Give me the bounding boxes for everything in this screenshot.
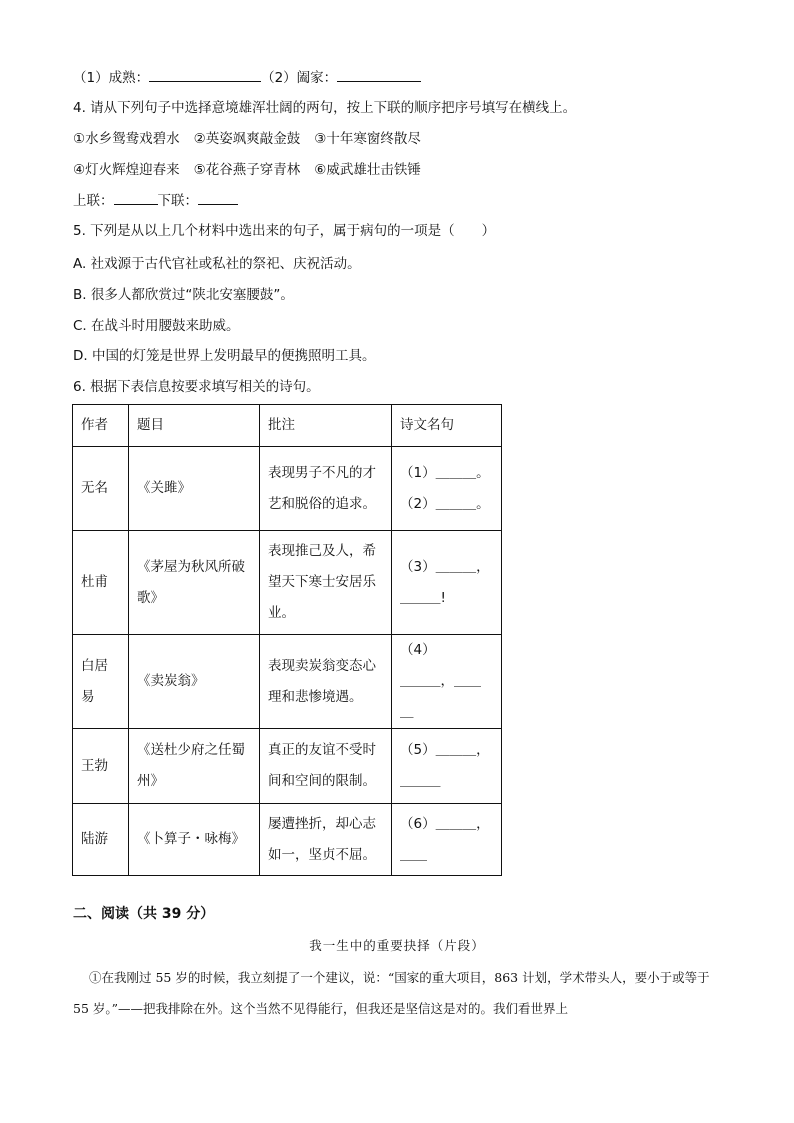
- cell-title: 《卖炭翁》: [129, 635, 260, 729]
- fill-line[interactable]: ＿＿＿: [400, 773, 441, 789]
- cell-fill[interactable]: [392, 531, 502, 635]
- q4-upper-label: 上联：: [73, 193, 114, 209]
- q3-item1-blank[interactable]: [149, 67, 261, 82]
- fill-line[interactable]: ＿＿: [400, 846, 427, 863]
- header-quote: 诗文名句: [392, 405, 502, 447]
- fill-line[interactable]: ＿＿＿!: [400, 589, 446, 606]
- cell-fill[interactable]: [392, 729, 502, 804]
- cell-title: 《送杜少府之任蜀州》: [129, 729, 260, 804]
- cell-author: 无名: [73, 447, 129, 531]
- q4-option-3: ③十年寒窗终散尽: [314, 131, 421, 147]
- poem-table: [72, 404, 502, 876]
- fill-line[interactable]: ＿＿＿，＿＿＿: [400, 673, 481, 720]
- q3-item2-blank[interactable]: [337, 67, 421, 82]
- q3-answer-line: [73, 67, 421, 88]
- cell-title: 《茅屋为秋风所破歌》: [129, 531, 260, 635]
- table-row: [73, 531, 502, 635]
- q5-option-a: A. 社戏源于古代官社或私社的祭祀、庆祝活动。: [73, 256, 361, 272]
- table-row: [73, 447, 502, 531]
- header-note: 批注: [260, 405, 392, 447]
- fill-line[interactable]: （4）: [400, 642, 436, 658]
- fill-line[interactable]: （1）＿＿＿。: [400, 464, 490, 481]
- cell-title: 《卜算子・咏梅》: [129, 804, 260, 876]
- cell-author: 杜甫: [73, 531, 129, 635]
- fill-line[interactable]: （2）＿＿＿。: [400, 495, 490, 512]
- fill-line[interactable]: （6）＿＿＿，: [400, 815, 490, 832]
- cell-note: 屡遭挫折，却心志如一，坚贞不屈。: [260, 804, 392, 876]
- q5-option-b: B. 很多人都欣赏过“陕北安塞腰鼓”。: [73, 287, 294, 303]
- q5-option-c: C. 在战斗时用腰鼓来助威。: [73, 318, 240, 334]
- cell-author: 白居易: [73, 635, 129, 729]
- cell-fill[interactable]: [392, 635, 502, 729]
- table-row: [73, 729, 502, 804]
- table-header-row: [73, 405, 502, 447]
- q4-options-row1: [73, 129, 421, 149]
- q4-upper-blank[interactable]: [114, 190, 158, 205]
- q5-stem: 5. 下列是从以上几个材料中选出来的句子，属于病句的一项是（ ）: [73, 223, 496, 239]
- table-row: [73, 635, 502, 729]
- header-author: 作者: [73, 405, 129, 447]
- passage-paragraph: ①在我刚过 55 岁的时候，我立刻提了一个建议，说：“国家的重大项目，863 计划，学术带头人，要小于或等于 55 岁。”——把我排除在外。这个当然不见得能行，但我还是坚信这是对的。我们看世界上: [73, 970, 710, 1016]
- header-title: 题目: [129, 405, 260, 447]
- q4-lower-label: 下联：: [157, 193, 198, 209]
- q6-stem: 6. 根据下表信息按要求填写相关的诗句。: [73, 379, 320, 395]
- fill-line[interactable]: （5）＿＿＿，: [400, 742, 490, 758]
- cell-fill[interactable]: [392, 804, 502, 876]
- fill-line[interactable]: （3）＿＿＿，: [400, 558, 490, 575]
- cell-title: 《关雎》: [129, 447, 260, 531]
- section-heading: 二、阅读（共 39 分）: [73, 906, 215, 922]
- q5-option-d: D. 中国的灯笼是世界上发明最早的便携照明工具。: [73, 348, 376, 364]
- q4-options-row2: [73, 160, 421, 180]
- cell-author: 王勃: [73, 729, 129, 804]
- q4-option-2: ②英姿飒爽敲金鼓: [193, 131, 301, 147]
- passage-title: 我一生中的重要抉择（片段）: [309, 938, 485, 953]
- q4-option-5: ⑤花谷燕子穿青林: [193, 162, 301, 178]
- table-row: [73, 804, 502, 876]
- cell-note: 真正的友谊不受时间和空间的限制。: [260, 729, 392, 804]
- cell-author: 陆游: [73, 804, 129, 876]
- q4-answer-line: [73, 190, 238, 211]
- cell-fill[interactable]: [392, 447, 502, 531]
- q4-stem: 4. 请从下列句子中选择意境雄浑壮阔的两句，按上下联的顺序把序号填写在横线上。: [73, 100, 577, 116]
- q4-lower-blank[interactable]: [198, 190, 238, 205]
- q3-item1-label: （1）成熟：: [73, 70, 150, 86]
- q3-item2-label: （2）阖家：: [261, 70, 338, 86]
- q4-option-6: ⑥威武雄壮击铁锤: [314, 162, 421, 178]
- cell-note: 表现男子不凡的才艺和脱俗的追求。: [260, 447, 392, 531]
- q4-option-4: ④灯火辉煌迎春来: [73, 162, 180, 178]
- cell-note: 表现卖炭翁变态心理和悲惨境遇。: [260, 635, 392, 729]
- q4-option-1: ①水乡鸳鸯戏碧水: [73, 131, 180, 147]
- cell-note: 表现推己及人，希望天下寒士安居乐业。: [260, 531, 392, 635]
